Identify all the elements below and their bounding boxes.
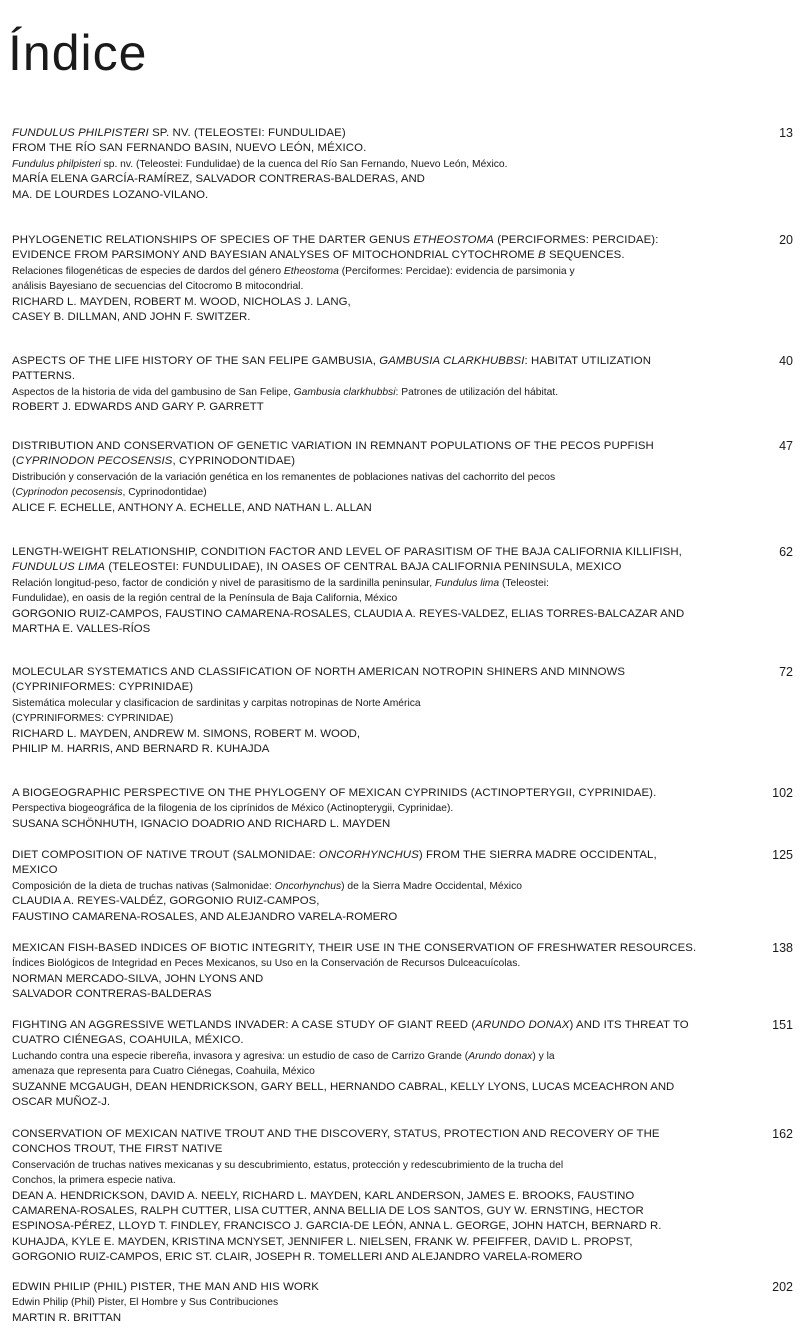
entry-title-english: FUNDULUS PHILPISTERI SP. NV. (TELEOSTEI: FUNDULIDAE) xyxy=(12,127,346,139)
entry-title-english: DISTRIBUTION AND CONSERVATION OF GENETIC VARIATION IN REMNANT POPULATIONS OF THE PECOS PUPFISH xyxy=(12,440,654,452)
page-number: 202 xyxy=(772,1280,793,1294)
entry-authors: RICHARD L. MAYDEN, ROBERT M. WOOD, NICHOLAS J. LANG, xyxy=(12,295,351,308)
entry-title-spanish: Edwin Philip (Phil) Pister, El Hombre y Sus Contribuciones xyxy=(12,1297,279,1309)
toc-entry[interactable] xyxy=(12,1018,793,1110)
entry-title-english: PATTERNS. xyxy=(12,370,76,383)
entry-title-english: CUATRO CIÉNEGAS, COAHUILA, MÉXICO. xyxy=(12,1034,244,1047)
entry-authors: RICHARD L. MAYDEN, ANDREW M. SIMONS, ROBERT M. WOOD, xyxy=(12,727,361,740)
entry-title-spanish: Conchos, la primera especie nativa. xyxy=(12,1175,176,1187)
entry-title-english: LENGTH-WEIGHT RELATIONSHIP, CONDITION FACTOR AND LEVEL OF PARASITISM OF THE BAJA CALIFORNIA KILLIFISH, xyxy=(12,546,682,558)
entry-authors: CASEY B. DILLMAN, AND JOHN F. SWITZER. xyxy=(12,311,251,324)
entry-title-spanish: Índices Biológicos de Integridad en Peces Mexicanos, su Uso en la Conservación de Recursos Dulceacuícolas. xyxy=(12,958,521,970)
entry-title-english: PHYLOGENETIC RELATIONSHIPS OF SPECIES OF THE DARTER GENUS ETHEOSTOMA (PERCIFORMES: PERCIDAE): xyxy=(12,234,659,246)
entry-title-spanish: Relaciones filogenéticas de especies de dardos del género Etheostoma (Perciformes: Percidae): evidencia de parsimonia y xyxy=(12,265,575,277)
entry-title-english: FUNDULUS LIMA (TELEOSTEI: FUNDULIDAE), IN OASES OF CENTRAL BAJA CALIFORNIA PENINSULA, MEXICO xyxy=(12,561,622,574)
entry-title-spanish: Conservación de truchas natives mexicanas y su descubrimiento, estatus, protección y redescubrimiento de la trucha del xyxy=(12,1159,564,1171)
toc-entry[interactable] xyxy=(12,786,793,832)
toc-entry[interactable] xyxy=(12,665,793,757)
entry-authors: ALICE F. ECHELLE, ANTHONY A. ECHELLE, AND NATHAN L. ALLAN xyxy=(12,501,372,514)
entry-authors: MARTHA E. VALLES-RÍOS xyxy=(12,623,151,636)
entry-title-english: EDWIN PHILIP (PHIL) PISTER, THE MAN AND HIS WORK xyxy=(12,1281,319,1293)
entry-title-spanish: Sistemática molecular y clasificacion de sardinitas y carpitas notropinas de Norte América xyxy=(12,697,421,709)
entry-title-english: A BIOGEOGRAPHIC PERSPECTIVE ON THE PHYLOGENY OF MEXICAN CYPRINIDS (ACTINOPTERYGII, CYPRINIDAE). xyxy=(12,787,657,799)
entry-title-spanish: (Cyprinodon pecosensis, Cyprinodontidae) xyxy=(12,487,207,499)
toc-entry[interactable] xyxy=(12,545,793,637)
entry-authors: GORGONIO RUIZ-CAMPOS, FAUSTINO CAMARENA-ROSALES, CLAUDIA A. REYES-VALDEZ, ELIAS TORRES-BALCAZAR AND xyxy=(12,607,685,620)
entry-authors: PHILIP M. HARRIS, AND BERNARD R. KUHAJDA xyxy=(12,743,270,756)
entry-title-english: MEXICAN FISH-BASED INDICES OF BIOTIC INTEGRITY, THEIR USE IN THE CONSERVATION OF FRESHWATER RESOURCES. xyxy=(12,942,697,954)
entry-authors: MARÍA ELENA GARCÍA-RAMÍREZ, SALVADOR CONTRERAS-BALDERAS, AND xyxy=(12,173,425,186)
entry-title-spanish: Perspectiva biogeográfica de la filogenia de los ciprínidos de México (Actinopterygii, Cyprinidae). xyxy=(12,803,454,815)
entry-title-english: FROM THE RÍO SAN FERNANDO BASIN, NUEVO LEÓN, MÉXICO. xyxy=(12,142,367,155)
entry-authors: OSCAR MUÑOZ-J. xyxy=(12,1096,111,1109)
entry-title-spanish: Fundulus philpisteri sp. nv. (Teleostei: Fundulidae) de la cuenca del Río San Fernando, Nuevo León, México. xyxy=(12,158,508,170)
toc-entry[interactable] xyxy=(12,1280,793,1326)
entry-title-spanish: Composición de la dieta de truchas nativas (Salmonidae: Oncorhynchus) de la Sierra Madre Occidental, México xyxy=(12,880,522,892)
entry-title-spanish: amenaza que representa para Cuatro Ciénegas, Coahuila, México xyxy=(12,1066,315,1078)
page-number: 138 xyxy=(772,941,793,955)
toc-entry[interactable] xyxy=(12,354,793,416)
page-number: 72 xyxy=(779,665,793,679)
entry-authors: NORMAN MERCADO-SILVA, JOHN LYONS AND xyxy=(12,972,264,985)
entry-authors: KUHAJDA, KYLE E. MAYDEN, KRISTINA MCNYSET, JENNIFER L. NIELSEN, FRANK W. PFEIFFER, DAVID L. PROPST, xyxy=(12,1235,633,1248)
page-number: 162 xyxy=(772,1127,793,1141)
entry-authors: SALVADOR CONTRERAS-BALDERAS xyxy=(12,988,212,1001)
page-number: 151 xyxy=(772,1018,793,1032)
page-number: 62 xyxy=(779,545,793,559)
entry-title-english: MOLECULAR SYSTEMATICS AND CLASSIFICATION OF NORTH AMERICAN NOTROPIN SHINERS AND MINNOWS xyxy=(12,666,626,678)
toc-entry[interactable] xyxy=(12,1127,793,1266)
entry-title-english: CONSERVATION OF MEXICAN NATIVE TROUT AND THE DISCOVERY, STATUS, PROTECTION AND RECOVERY OF THE xyxy=(12,1128,660,1140)
page-number: 102 xyxy=(772,786,793,800)
toc-entry[interactable] xyxy=(12,439,793,516)
entry-authors: GORGONIO RUIZ-CAMPOS, ERIC ST. CLAIR, JOSEPH R. TOMELLERI AND ALEJANDRO VARELA-ROMERO xyxy=(12,1251,583,1264)
page-number: 125 xyxy=(772,848,793,862)
entry-title-english: EVIDENCE FROM PARSIMONY AND BAYESIAN ANALYSES OF MITOCHONDRIAL CYTOCHROME B SEQUENCES. xyxy=(12,249,625,262)
entry-title-spanish: Aspectos de la historia de vida del gambusino de San Felipe, Gambusia clarkhubbsi: Patrones de utilización del hábitat. xyxy=(12,386,559,398)
page-number: 47 xyxy=(779,439,793,453)
entry-title-spanish: (CYPRINIFORMES: CYPRINIDAE) xyxy=(12,713,174,725)
entry-title-english: FIGHTING AN AGGRESSIVE WETLANDS INVADER: A CASE STUDY OF GIANT REED (ARUNDO DONAX) AND ITS THREAT TO xyxy=(12,1019,689,1031)
page-number: 13 xyxy=(779,126,793,140)
entry-title-spanish: análisis Bayesiano de secuencias del Citocromo B mitocondrial. xyxy=(12,281,304,293)
toc-entry[interactable] xyxy=(12,126,793,203)
entry-title-english: CONCHOS TROUT, THE FIRST NATIVE xyxy=(12,1143,223,1156)
entry-authors: CLAUDIA A. REYES-VALDÉZ, GORGONIO RUIZ-CAMPOS, xyxy=(12,895,320,908)
page-number: 40 xyxy=(779,354,793,368)
entry-title-spanish: Fundulidae), en oasis de la región central de la Península de Baja California, México xyxy=(12,593,398,605)
entry-title-english: DIET COMPOSITION OF NATIVE TROUT (SALMONIDAE: ONCORHYNCHUS) FROM THE SIERRA MADRE OCCIDENTAL, xyxy=(12,849,657,861)
entry-title-spanish: Relación longitud-peso, factor de condición y nivel de parasitismo de la sardinilla peninsular, Fundulus lima (Teleostei: xyxy=(12,577,549,589)
entry-authors: MARTIN R. BRITTAN xyxy=(12,1311,122,1324)
entry-authors: MA. DE LOURDES LOZANO-VILANO. xyxy=(12,188,209,201)
entry-authors: FAUSTINO CAMARENA-ROSALES, AND ALEJANDRO VARELA-ROMERO xyxy=(12,910,398,923)
entry-authors: DEAN A. HENDRICKSON, DAVID A. NEELY, RICHARD L. MAYDEN, KARL ANDERSON, JAMES E. BROOKS, FAUSTINO xyxy=(12,1189,635,1202)
toc-entry[interactable] xyxy=(12,848,793,925)
entry-title-english: (CYPRINIFORMES: CYPRINIDAE) xyxy=(12,681,194,694)
page-number: 20 xyxy=(779,233,793,247)
toc-entry[interactable] xyxy=(12,941,793,1003)
entry-authors: ROBERT J. EDWARDS AND GARY P. GARRETT xyxy=(12,401,264,414)
entry-title-english: (CYPRINODON PECOSENSIS, CYPRINODONTIDAE) xyxy=(12,455,296,468)
toc-entry[interactable] xyxy=(12,233,793,325)
entry-title-english: MEXICO xyxy=(12,864,58,877)
entry-title-english: ASPECTS OF THE LIFE HISTORY OF THE SAN FELIPE GAMBUSIA, GAMBUSIA CLARKHUBBSI: HABITAT UTILIZATION xyxy=(12,355,652,367)
entry-authors: SUZANNE MCGAUGH, DEAN HENDRICKSON, GARY BELL, HERNANDO CABRAL, KELLY LYONS, LUCAS MCEACHRON AND xyxy=(12,1080,675,1093)
page-title xyxy=(8,25,148,81)
page-title-text: Índice xyxy=(8,25,148,81)
entry-title-spanish: Luchando contra una especie ribereña, invasora y agresiva: un estudio de caso de Carrizo Grande (Arundo donax) y la xyxy=(12,1050,555,1062)
entry-authors: CAMARENA-ROSALES, RALPH CUTTER, LISA CUTTER, ANNA BELLIA DE LOS SANTOS, GUY W. ERNSTING, HECTOR xyxy=(12,1205,644,1218)
entry-title-spanish: Distribución y conservación de la variación genética en los remanentes de poblaciones nativas del cachorrito del pecos xyxy=(12,471,556,483)
entry-authors: SUSANA SCHÖNHUTH, IGNACIO DOADRIO AND RICHARD L. MAYDEN xyxy=(12,817,391,830)
entry-authors: ESPINOSA-PÉREZ, LLOYD T. FINDLEY, FRANCISCO J. GARCIA-DE LEÓN, ANNA L. GEORGE, JOHN HATCH, BERNARD R. xyxy=(12,1220,662,1233)
